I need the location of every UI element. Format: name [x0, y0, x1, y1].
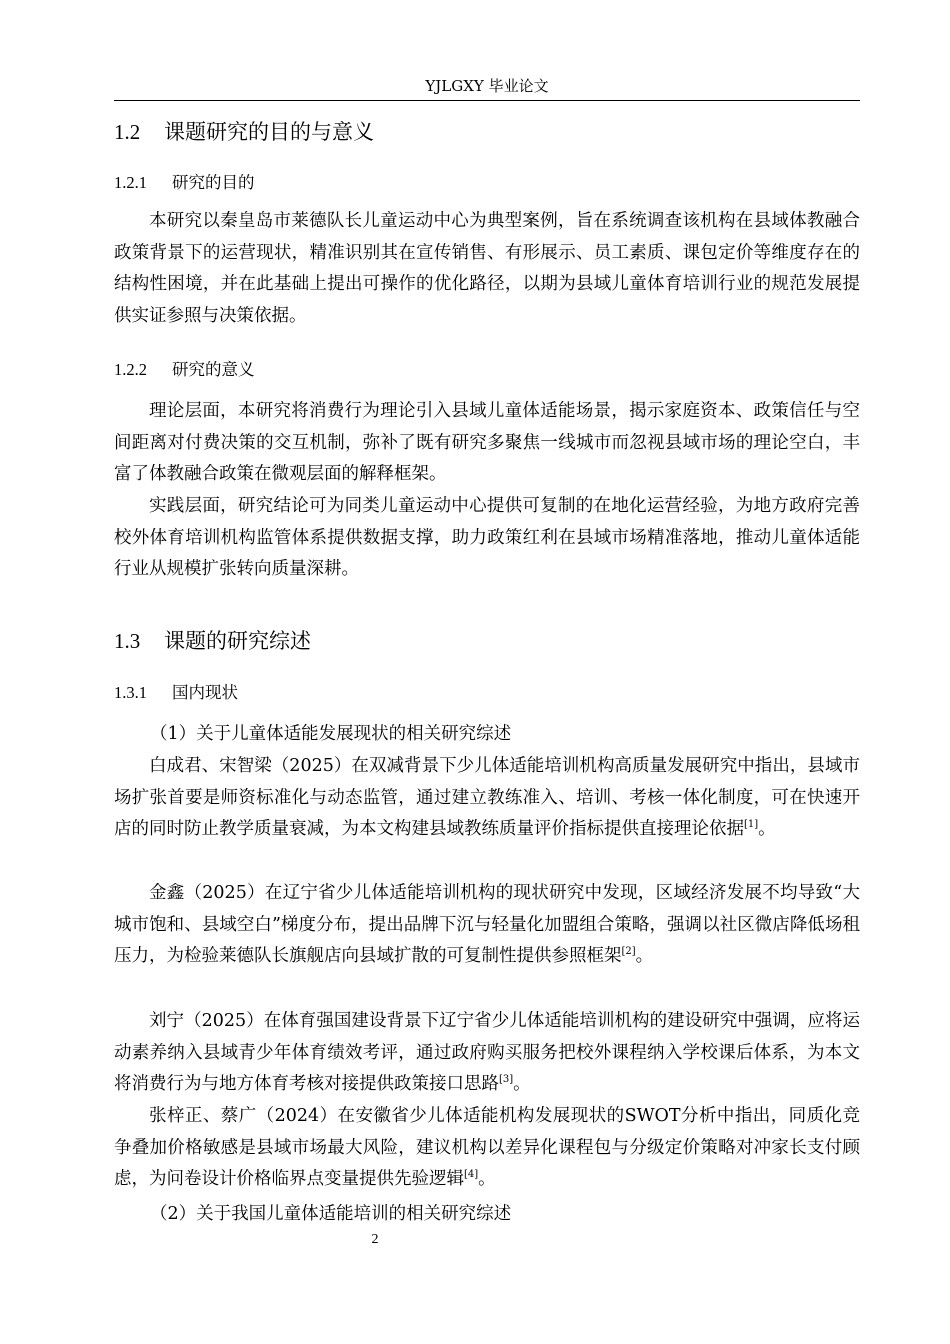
section-heading-1-3	[114, 626, 311, 656]
section-heading-1-2	[114, 117, 374, 147]
section-heading-1-2-2	[114, 357, 255, 383]
page-header: YJLGXY 毕业论文	[425, 77, 549, 95]
section-title: 研究的目的	[172, 173, 255, 192]
section-title: 研究的意义	[172, 360, 255, 379]
section-number: 1.2	[114, 120, 141, 144]
paragraph-text: 张梓正、蔡广（2024）在安徽省少儿体适能机构发展现状的SWOT分析中指出，同质化竞争叠加价格敏感是县域市场最大风险，建议机构以差异化课程包与分级定价策略对冲家长支付顾虑，为问卷设计价格临界点变量提供先验逻辑	[114, 1106, 860, 1189]
subsection-heading-2: （2）关于我国儿童体适能培训的相关研究综述	[150, 1204, 512, 1224]
paragraph-text: 白成君、宋智梁（2025）在双减背景下少儿体适能培训机构高质量发展研究中指出，县域市场扩张首要是师资标准化与动态监管，通过建立教练准入、培训、考核一体化制度，可在快速开店的同时防止教学质量衰减，为本文构建县域教练质量评价指标提供直接理论依据	[114, 756, 860, 839]
header-divider	[114, 100, 860, 101]
citation-ref[interactable]: [2]	[621, 946, 636, 957]
paragraph-theoretical-significance: 理论层面，本研究将消费行为理论引入县域儿童体适能场景，揭示家庭资本、政策信任与空间距离对付费决策的交互机制，弥补了既有研究多聚焦一线城市而忽视县域市场的理论空白，丰富了体教融合政策在微观层面的解释框架。	[114, 401, 860, 484]
section-number: 1.2.2	[114, 360, 147, 379]
paragraph-end: 。	[513, 1074, 531, 1094]
paragraph-review-3	[114, 1006, 860, 1101]
paragraph-research-purpose: 本研究以秦皇岛市莱德队长儿童运动中心为典型案例，旨在系统调查该机构在县域体教融合政策背景下的运营现状，精准识别其在宣传销售、有形展示、员工素质、课包定价等维度存在的结构性困境，并在此基础上提出可操作的优化路径，以期为县域儿童体育培训行业的规范发展提供实证参照与决策依据。	[114, 211, 860, 326]
section-title: 课题的研究综述	[164, 629, 311, 653]
paragraph-practical-significance: 实践层面，研究结论可为同类儿童运动中心提供可复制的在地化运营经验，为地方政府完善校外体育培训机构监管体系提供数据支撑，助力政策红利在县域市场精准落地，推动儿童体适能行业从规模扩张转向质量深耕。	[114, 496, 860, 579]
subsection-heading-1: （1）关于儿童体适能发展现状的相关研究综述	[150, 724, 512, 744]
paragraph-text: 金鑫（2025）在辽宁省少儿体适能培训机构的现状研究中发现，区域经济发展不均导致“大城市饱和、县域空白”梯度分布，提出品牌下沉与轻量化加盟组合策略，强调以社区微店降低场租压力，为检验莱德队长旗舰店向县域扩散的可复制性提供参照框架	[114, 883, 860, 966]
section-title: 国内现状	[172, 683, 238, 702]
page-number: 2	[371, 1232, 379, 1247]
section-title: 课题研究的目的与意义	[164, 120, 374, 144]
section-number: 1.2.1	[114, 173, 147, 192]
paragraph-end: 。	[758, 819, 776, 839]
paragraph-text: 刘宁（2025）在体育强国建设背景下辽宁省少儿体适能培训机构的建设研究中强调，应将运动素养纳入县域青少年体育绩效考评，通过政府购买服务把校外课程纳入学校课后体系，为本文将消费行为与地方体育考核对接提供政策接口思路	[114, 1011, 860, 1094]
section-heading-1-3-1	[114, 680, 238, 706]
paragraph-review-1	[114, 751, 860, 846]
citation-ref[interactable]: [3]	[499, 1074, 514, 1085]
section-number: 1.3	[114, 629, 141, 653]
section-heading-1-2-1	[114, 170, 255, 196]
paragraph-review-2	[114, 878, 860, 973]
paragraph-end: 。	[478, 1169, 496, 1189]
citation-ref[interactable]: [1]	[744, 819, 759, 830]
section-number: 1.3.1	[114, 683, 147, 702]
paragraph-end: 。	[635, 946, 654, 966]
paragraph-review-4	[114, 1101, 860, 1196]
citation-ref[interactable]: [4]	[464, 1169, 479, 1180]
